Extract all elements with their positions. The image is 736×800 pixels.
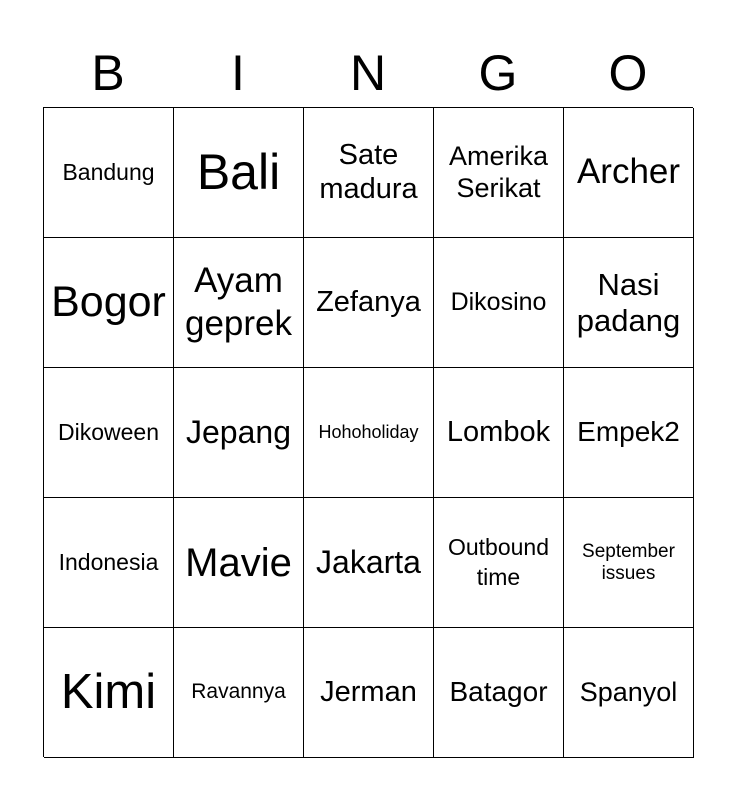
cell-label: Mavie: [185, 540, 292, 585]
cell-label: Ayam geprek: [184, 260, 293, 343]
bingo-cell[interactable]: [44, 498, 174, 628]
header-letter-n: N: [349, 45, 387, 101]
bingo-cell[interactable]: [174, 368, 304, 498]
cell-label: Bali: [196, 143, 281, 200]
header-letter-g: G: [478, 45, 518, 101]
bingo-cell[interactable]: [564, 498, 694, 628]
bingo-cell[interactable]: [434, 238, 564, 368]
cell-label: Dikoween: [58, 419, 159, 446]
cell-label: September issues: [582, 540, 675, 584]
cell-label: Batagor: [449, 676, 548, 708]
bingo-cell[interactable]: [174, 238, 304, 368]
header-letter-i: I: [231, 45, 245, 101]
cell-label: Zefanya: [316, 285, 421, 318]
cell-label: Sate madura: [319, 139, 418, 205]
bingo-cell[interactable]: [564, 628, 694, 758]
cell-label: Hohoholiday: [318, 422, 419, 443]
bingo-cell[interactable]: [434, 108, 564, 238]
header-letter-o: O: [608, 45, 648, 101]
cell-label: Amerika Serikat: [448, 141, 549, 203]
bingo-cell[interactable]: [564, 368, 694, 498]
bingo-cell[interactable]: [304, 368, 434, 498]
cell-label: Kimi: [60, 665, 157, 720]
cell-label: Jepang: [186, 414, 291, 451]
cell-label: Outbound time: [447, 533, 550, 590]
cell-label: Nasi padang: [576, 266, 681, 338]
bingo-cell[interactable]: [434, 628, 564, 758]
bingo-cell[interactable]: [434, 498, 564, 628]
bingo-cell[interactable]: [564, 238, 694, 368]
cell-label: Lombok: [446, 415, 551, 448]
bingo-cell[interactable]: [44, 628, 174, 758]
bingo-cell[interactable]: [44, 108, 174, 238]
bingo-cell[interactable]: [564, 108, 694, 238]
cell-label: Bogor: [51, 277, 166, 326]
bingo-cell[interactable]: [304, 108, 434, 238]
cell-label: Empek2: [577, 416, 680, 448]
bingo-cell[interactable]: [174, 108, 304, 238]
bingo-cell[interactable]: [434, 368, 564, 498]
cell-label: Spanyol: [579, 676, 678, 707]
cell-label: Jakarta: [316, 544, 421, 581]
bingo-cell[interactable]: [174, 628, 304, 758]
cell-label: Bandung: [62, 159, 155, 186]
bingo-cell[interactable]: [44, 368, 174, 498]
bingo-cell[interactable]: [304, 628, 434, 758]
bingo-cell[interactable]: [174, 498, 304, 628]
bingo-cell[interactable]: [304, 498, 434, 628]
bingo-cell[interactable]: [304, 238, 434, 368]
bingo-board: [43, 107, 693, 757]
bingo-header: [43, 40, 693, 106]
cell-label: Ravannya: [191, 680, 286, 704]
cell-label: Dikosino: [450, 288, 547, 317]
bingo-cell[interactable]: [44, 238, 174, 368]
cell-label: Jerman: [320, 675, 417, 708]
cell-label: Indonesia: [58, 549, 159, 576]
header-letter-b: B: [91, 45, 125, 101]
cell-label: Archer: [576, 152, 681, 192]
